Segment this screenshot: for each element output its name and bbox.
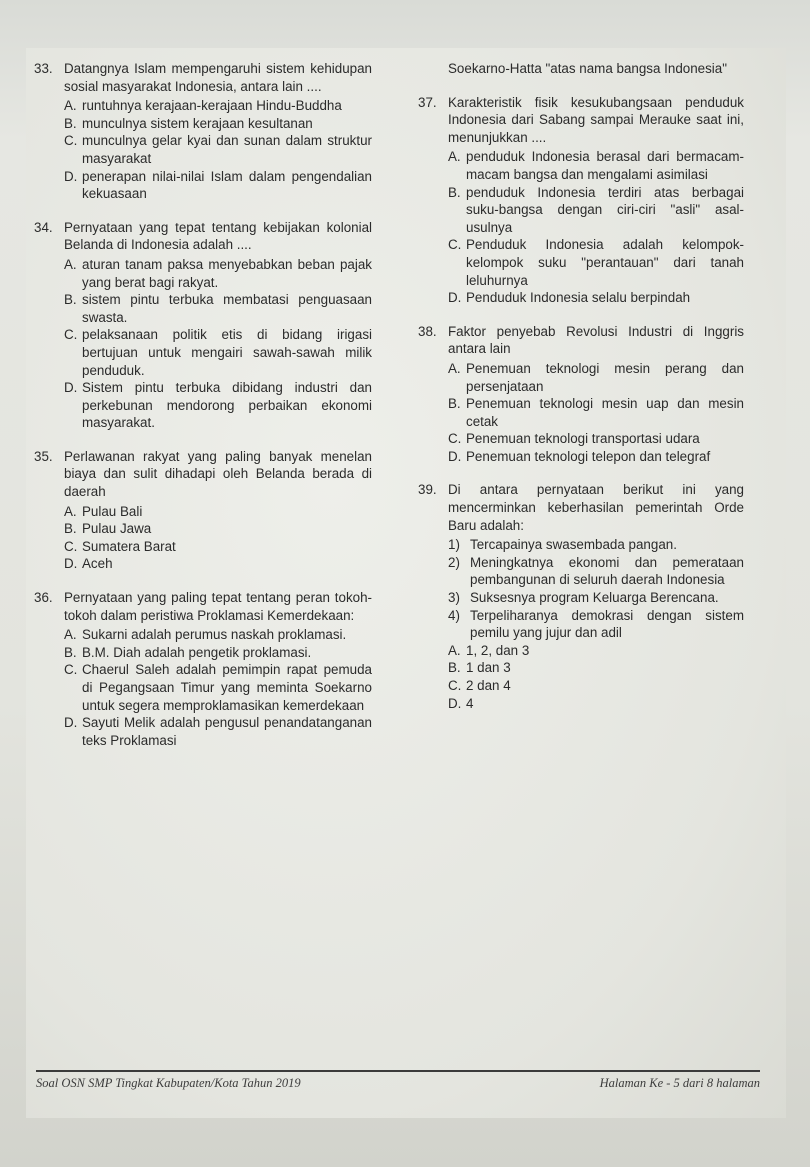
option-d xyxy=(64,379,372,432)
question-38 xyxy=(418,323,744,466)
option-letter: D. xyxy=(448,290,462,306)
option-b xyxy=(64,291,372,326)
page-footer xyxy=(36,1076,760,1091)
option-text: penduduk Indonesia berasal dari bermacam-macam bangsa dan mengalami asimilasi xyxy=(466,149,744,182)
option-letter: C. xyxy=(64,538,78,554)
option-letter: D. xyxy=(64,556,78,572)
statement-1 xyxy=(448,536,744,554)
option-text: sistem pintu terbuka membatasi penguasaan swasta. xyxy=(82,292,372,325)
option-d xyxy=(64,168,372,203)
option-text: Sumatera Barat xyxy=(82,538,176,554)
option-c xyxy=(448,236,744,289)
statement-text: Meningkatnya ekonomi dan pemerataan pembangunan di seluruh daerah Indonesia xyxy=(470,554,744,588)
statement-text: Tercapainya swasembada pangan. xyxy=(470,537,677,553)
option-text: munculnya sistem kerajaan kesultanan xyxy=(82,115,313,131)
option-letter: D. xyxy=(64,715,78,731)
question-36-continuation: Soekarno-Hatta "atas nama bangsa Indonesia" xyxy=(448,61,727,76)
question-number: 35. xyxy=(34,448,53,464)
right-column xyxy=(418,60,744,728)
option-a xyxy=(448,148,744,183)
option-letter: C. xyxy=(64,133,78,149)
option-b xyxy=(64,520,372,538)
option-letter: A. xyxy=(448,642,461,658)
question-stem: Pernyataan yang paling tepat tentang peran tokoh-tokoh dalam peristiwa Proklamasi Kemerdekaan: xyxy=(64,590,372,623)
option-c xyxy=(64,661,372,714)
footer-exam-title: Soal OSN SMP Tingkat Kabupaten/Kota Tahun 2019 xyxy=(36,1076,301,1090)
option-letter: D. xyxy=(448,695,462,711)
footer-divider xyxy=(36,1070,760,1072)
option-letter: D. xyxy=(64,168,78,184)
option-letter: B. xyxy=(64,115,77,131)
option-letter: A. xyxy=(64,503,77,519)
option-a xyxy=(448,360,744,395)
question-stem: Datangnya Islam mempengaruhi sistem kehidupan sosial masyarakat Indonesia, antara lain .... xyxy=(64,61,372,94)
statement-number: 1) xyxy=(448,537,460,553)
option-letter: C. xyxy=(448,678,462,693)
option-letter: C. xyxy=(64,662,78,678)
option-text: Sistem pintu terbuka dibidang industri dan perkebunan mendorong perbaikan ekonomi masyarakat. xyxy=(82,380,372,431)
option-letter: A. xyxy=(64,256,77,272)
option-letter: D. xyxy=(448,448,462,464)
option-b xyxy=(448,184,744,237)
option-text: Pulau Bali xyxy=(82,503,143,519)
question-number: 36. xyxy=(34,590,53,606)
option-c xyxy=(64,132,372,167)
question-number: 38. xyxy=(418,323,437,339)
option-letter: A. xyxy=(64,627,77,643)
option-a xyxy=(64,256,372,291)
option-a xyxy=(64,626,372,644)
option-b xyxy=(64,644,372,662)
option-d xyxy=(448,695,744,713)
option-c xyxy=(448,430,744,448)
question-number: 37. xyxy=(418,94,437,110)
option-text: pelaksanaan politik etis di bidang irigasi bertujuan untuk mengairi sawah-sawah milik penduduk. xyxy=(82,327,372,378)
statement-text: Terpeliharanya demokrasi dengan sistem pemilu yang jujur dan adil xyxy=(470,607,744,641)
option-a xyxy=(64,97,372,115)
option-a xyxy=(64,503,372,521)
option-text: penduduk Indonesia terdiri atas berbagai suku-bangsa dengan ciri-ciri "asli" asal-usulnya xyxy=(466,184,744,235)
option-text: runtuhnya kerajaan-kerajaan Hindu-Buddha xyxy=(82,98,342,114)
option-letter: B. xyxy=(448,660,461,676)
option-letter: C. xyxy=(448,237,462,253)
question-39 xyxy=(418,481,744,712)
question-34 xyxy=(34,219,372,432)
option-text: Penemuan teknologi mesin perang dan persenjataan xyxy=(466,360,744,394)
option-text: Penduduk Indonesia selalu berpindah xyxy=(466,290,691,306)
question-stem: Di antara pernyataan berikut ini yang mencerminkan keberhasilan pemerintah Orde Baru adalah: xyxy=(448,482,744,533)
statement-number: 2) xyxy=(448,554,460,570)
option-d xyxy=(448,289,744,307)
option-text: Penduduk Indonesia adalah kelompok-kelompok suku "perantauan" dari tanah leluhurnya xyxy=(466,237,744,288)
question-33 xyxy=(34,60,372,203)
option-letter: A. xyxy=(64,98,77,114)
left-column xyxy=(34,60,372,765)
question-35 xyxy=(34,448,372,573)
option-text: 2 dan 4 xyxy=(466,678,511,693)
statement-number: 3) xyxy=(448,590,460,606)
option-text: munculnya gelar kyai dan sunan dalam struktur masyarakat xyxy=(82,133,372,166)
option-text: 1, 2, dan 3 xyxy=(466,642,530,658)
option-c xyxy=(448,677,744,695)
option-b xyxy=(448,395,744,430)
option-text: aturan tanam paksa menyebabkan beban pajak yang berat bagi rakyat. xyxy=(82,256,372,290)
statement-number: 4) xyxy=(448,607,460,623)
option-text: Pulau Jawa xyxy=(82,521,152,537)
footer-page-number: Halaman Ke - 5 dari 8 halaman xyxy=(599,1076,760,1090)
option-letter: B. xyxy=(448,184,461,200)
question-37 xyxy=(418,94,744,307)
option-text: penerapan nilai-nilai Islam dalam pengendalian kekuasaan xyxy=(82,168,372,202)
question-stem: Pernyataan yang tepat tentang kebijakan kolonial Belanda di Indonesia adalah .... xyxy=(64,219,372,253)
option-b xyxy=(448,659,744,677)
option-letter: B. xyxy=(64,521,77,537)
option-a xyxy=(448,642,744,660)
option-d xyxy=(64,714,372,749)
question-number: 39. xyxy=(418,482,437,498)
question-stem: Karakteristik fisik kesukubangsaan penduduk Indonesia dari Sabang sampai Merauke saat ini, menunjukkan .... xyxy=(448,94,744,145)
option-d xyxy=(448,448,744,466)
statement-text: Suksesnya program Keluarga Berencana. xyxy=(470,590,719,606)
option-text: Penemuan teknologi telepon dan telegraf xyxy=(466,448,711,464)
option-letter: D. xyxy=(64,380,78,396)
option-text: Chaerul Saleh adalah pemimpin rapat pemuda di Pegangsaan Timur yang meminta Soekarno untuk segera memproklamasikan kemerdekaan xyxy=(82,662,372,713)
question-36 xyxy=(34,589,372,749)
option-b xyxy=(64,115,372,133)
option-text: B.M. Diah adalah pengetik proklamasi. xyxy=(82,644,312,660)
question-stem: Faktor penyebab Revolusi Industri di Inggris antara lain xyxy=(448,323,744,357)
option-text: 4 xyxy=(466,695,474,711)
option-letter: C. xyxy=(448,431,462,447)
option-text: Sayuti Melik adalah pengusul penandatanganan teks Proklamasi xyxy=(82,715,372,748)
option-letter: C. xyxy=(64,327,78,343)
option-d xyxy=(64,555,372,573)
statement-4 xyxy=(448,607,744,642)
option-text: Sukarni adalah perumus naskah proklamasi. xyxy=(82,627,347,643)
question-stem: Perlawanan rakyat yang paling banyak menelan biaya dan sulit dihadapi oleh Belanda berada di daerah xyxy=(64,448,372,500)
statement-3 xyxy=(448,589,744,607)
option-letter: B. xyxy=(64,292,77,308)
option-c xyxy=(64,326,372,379)
option-text: Penemuan teknologi transportasi udara xyxy=(466,431,700,447)
option-c xyxy=(64,538,372,556)
option-text: Penemuan teknologi mesin uap dan mesin cetak xyxy=(466,396,744,429)
option-letter: B. xyxy=(448,396,461,412)
question-number: 33. xyxy=(34,61,53,76)
question-number: 34. xyxy=(34,219,53,235)
option-letter: A. xyxy=(448,360,461,376)
option-text: 1 dan 3 xyxy=(466,660,511,676)
option-letter: B. xyxy=(64,644,77,660)
option-letter: A. xyxy=(448,149,461,165)
option-text: Aceh xyxy=(82,556,113,572)
statement-2 xyxy=(448,554,744,589)
